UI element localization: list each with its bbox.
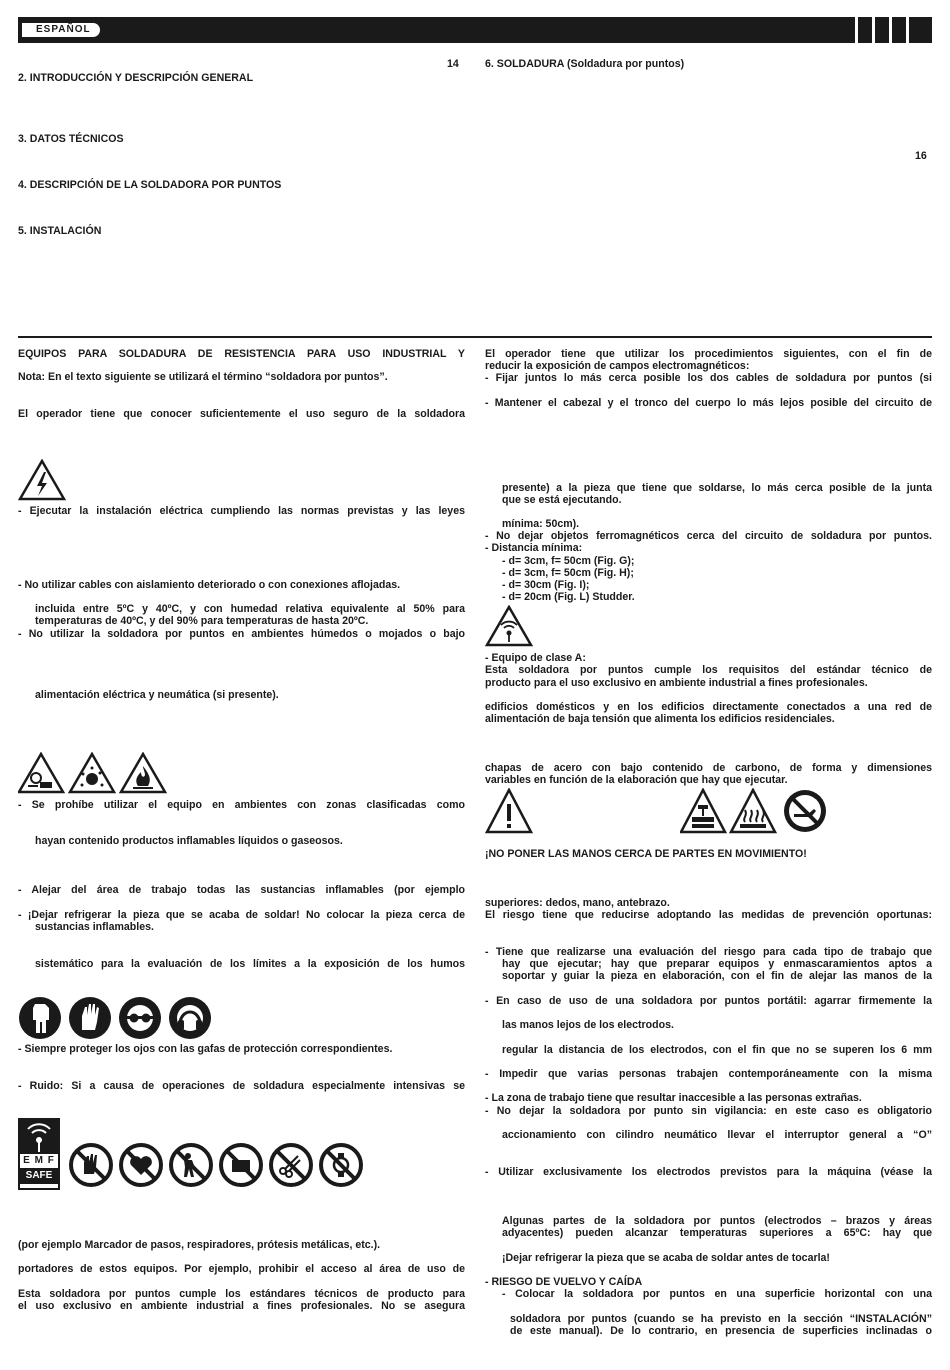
no-hands-near-icon (784, 790, 826, 832)
header-stripe (855, 17, 858, 43)
crushing-hazard-icon (681, 790, 725, 832)
list-item: - Siempre proteger los ojos con las gafas de protección correspondientes. (18, 1043, 393, 1055)
paragraph: Esta soldadora por puntos cumple los estándares técnicos de producto para (18, 1288, 465, 1300)
list-item: - d= 3cm, f= 50cm (Fig. H); (502, 567, 634, 579)
no-pacemaker-icon (121, 1145, 161, 1185)
heading-equipos: EQUIPOS PARA SOLDADURA DE RESISTENCIA PARA USO INDUSTRIAL Y (18, 348, 465, 360)
list-item: - d= 3cm, f= 50cm (Fig. G); (502, 555, 635, 567)
paragraph: El riesgo tiene que reducirse adoptando las medidas de prevención oportunas: (485, 909, 932, 921)
warning-heading: ¡NO PONER LAS MANOS CERCA DE PARTES EN MOVIMIENTO! (485, 848, 807, 860)
list-item: - Tiene que realizarse una evaluación del riesgo para cada tipo de trabajo que (485, 946, 932, 958)
paragraph: presente) a la pieza que tiene que soldarse, lo más cerca posible de la junta (502, 482, 932, 494)
paragraph: soportar y guiar la pieza en elaboración, con el fin de alejar las manos de la (502, 970, 932, 982)
language-label: ESPAÑOL (22, 23, 100, 37)
list-item: - No utilizar cables con aislamiento deteriorado o con conexiones aflojadas. (18, 579, 401, 591)
ear-protection-icon (169, 997, 211, 1039)
list-item: - Ruido: Si a causa de operaciones de soldadura especialmente intensivas se (18, 1080, 465, 1092)
paragraph: superiores: dedos, mano, antebrazo. (485, 897, 670, 909)
ppe-mandatory-icons (18, 996, 218, 1040)
list-item: - Utilizar exclusivamente los electrodos previstos para la máquina (véase la (485, 1166, 932, 1178)
protective-clothing-icon (19, 997, 61, 1039)
list-item: - Impedir que varias personas trabajen contemporáneamente con la misma (485, 1068, 932, 1080)
toc-page-number: 16 (915, 150, 927, 162)
paragraph: alimentación de baja tensión que alimenta los edificios residenciales. (485, 713, 835, 725)
emf-label: E M F (23, 1155, 55, 1166)
list-item: - Equipo de clase A: (485, 652, 586, 664)
emf-waves-icon (20, 1120, 58, 1154)
paragraph: mínima: 50cm). (502, 518, 580, 530)
list-item: - En caso de uso de una soldadora por puntos portátil: agarrar firmemente la (485, 995, 932, 1007)
toc-page-number: 14 (447, 58, 459, 70)
paragraph: soldadora por puntos (cuando se ha previsto en la sección “INSTALACIÓN” (510, 1313, 932, 1325)
no-metal-objects-icon (221, 1145, 261, 1185)
paragraph: hay que ejecutar; hay que preparar equipos y enmascaramientos aptos a (502, 958, 932, 970)
hot-surface-icon (731, 790, 775, 832)
list-item: - Fijar juntos lo más cerca posible los dos cables de soldadura por puntos (si (485, 372, 932, 384)
emf-safe-icon (18, 1118, 60, 1190)
no-watch-icon (321, 1145, 361, 1185)
paragraph: hayan contenido productos inflamables líquidos o gaseosos. (35, 835, 343, 847)
explosive-flammable-warning-icons (18, 752, 168, 794)
safe-label: SAFE (20, 1168, 58, 1184)
list-item: - No utilizar la soldadora por puntos en ambientes húmedos o mojados o bajo (18, 628, 465, 640)
paragraph: producto para el uso exclusivo en ambiente industrial a fines profesionales. (485, 677, 868, 689)
header-stripe (889, 17, 892, 43)
flammable-icon (121, 754, 165, 792)
list-item: - No dejar objetos ferromagnéticos cerca del circuito de soldadura por puntos. (485, 530, 932, 542)
paragraph: variables en función de la elaboración que hay que ejecutar. (485, 774, 788, 786)
list-item: - Alejar del área de trabajo todas las sustancias inflamables (por ejemplo (18, 884, 465, 896)
paragraph: sustancias inflamables. (35, 921, 154, 933)
toc-descripcion[interactable]: 4. DESCRIPCIÓN DE LA SOLDADORA POR PUNTOS (18, 179, 282, 191)
emf-warning-icon (485, 605, 533, 647)
explosion-icon (70, 754, 114, 792)
prohibition-icons (68, 1142, 368, 1188)
toc-soldadura[interactable]: 6. SOLDADURA (Soldadura por puntos) (485, 58, 685, 70)
list-item: - Se prohíbe utilizar el equipo en ambientes con zonas clasificadas como (18, 799, 465, 811)
paragraph: ¡Dejar refrigerar la pieza que se acaba de soldar antes de tocarla! (502, 1252, 830, 1264)
paragraph: reducir la exposición de campos electromagnéticos: (485, 360, 750, 372)
toc-intro[interactable]: 2. INTRODUCCIÓN Y DESCRIPCIÓN GENERAL (18, 72, 254, 84)
note-text: Nota: En el texto siguiente se utilizará el término “soldadora por puntos”. (18, 371, 388, 383)
explosive-atmosphere-icon (19, 754, 63, 792)
paragraph: (por ejemplo Marcador de pasos, respiradores, prótesis metálicas, etc.). (18, 1239, 381, 1251)
no-hands-icon (71, 1145, 111, 1185)
toc-datos[interactable]: 3. DATOS TÉCNICOS (18, 133, 124, 145)
paragraph: Algunas partes de la soldadora por puntos (electrodos – brazos y áreas (502, 1215, 932, 1227)
paragraph: portadores de estos equipos. Por ejemplo, prohibir el acceso al área de uso de (18, 1263, 465, 1275)
electric-hazard-icon (18, 459, 66, 501)
list-item: - ¡Dejar refrigerar la pieza que se acaba de soldar! No colocar la pieza cerca de (18, 909, 465, 921)
list-item: - No dejar la soldadora por punto sin vigilancia: en este caso es obligatorio (485, 1105, 932, 1117)
list-item: - Ejecutar la instalación eléctrica cumpliendo las normas previstas y las leyes (18, 505, 465, 517)
paragraph: edificios domésticos y en los edificios directamente conectados a una red de (485, 701, 932, 713)
list-item: - d= 20cm (Fig. L) Studder. (502, 591, 635, 603)
toc-instalacion[interactable]: 5. INSTALACIÓN (18, 225, 102, 237)
paragraph: que se está ejecutando. (502, 494, 622, 506)
paragraph: El operador tiene que utilizar los procedimientos siguientes, con el fin de (485, 348, 932, 360)
list-item: - La zona de trabajo tiene que resultar inaccesible a las personas extrañas. (485, 1092, 862, 1104)
mechanical-hazard-icons (680, 788, 830, 834)
header-bar (18, 17, 932, 43)
paragraph: las manos lejos de los electrodos. (502, 1019, 674, 1031)
paragraph: adyacentes) pueden alcanzar temperaturas superiores a 65ºC: hay que (502, 1227, 932, 1239)
gloves-icon (69, 997, 111, 1039)
general-warning-icon (485, 788, 533, 834)
section-divider (18, 336, 932, 338)
header-stripe (872, 17, 875, 43)
list-item: - Mantener el cabezal y el tronco del cuerpo lo más lejos posible del circuito de (485, 397, 932, 409)
paragraph: incluida entre 5ºC y 40ºC, y con humedad relativa equivalente al 50% para (35, 603, 465, 615)
paragraph: El operador tiene que conocer suficientemente el uso seguro de la soldadora (18, 408, 465, 420)
paragraph: accionamiento con cilindro neumático llevar el interruptor general a “O” (502, 1129, 932, 1141)
paragraph: Esta soldadora por puntos cumple los requisitos del estándar técnico de (485, 664, 932, 676)
list-item: - RIESGO DE VUELVO Y CAÍDA (485, 1276, 643, 1288)
paragraph: regular la distancia de los electrodos, con el fin que no se superen los 6 mm (502, 1044, 932, 1056)
no-tools-icon (271, 1145, 311, 1185)
header-stripe (906, 17, 909, 43)
list-item: - Distancia mínima: (485, 542, 583, 554)
paragraph: el uso exclusivo en ambiente industrial a fines profesionales. No se asegura (18, 1300, 465, 1312)
paragraph: sistemático para la evaluación de los límites a la exposición de los humos (35, 958, 465, 970)
no-metal-implants-icon (171, 1145, 211, 1185)
paragraph: chapas de acero con bajo contenido de carbono, de forma y dimensiones (485, 762, 932, 774)
paragraph: alimentación eléctrica y neumática (si presente). (35, 689, 279, 701)
paragraph: temperaturas de 40ºC, y del 90% para temperaturas de hasta 20ºC. (35, 615, 369, 627)
paragraph: de este manual). De lo contrario, en presencia de superficies inclinadas o (510, 1325, 932, 1337)
goggles-icon (119, 997, 161, 1039)
list-item: - Colocar la soldadora por puntos en una superficie horizontal con una (502, 1288, 932, 1300)
list-item: - d= 30cm (Fig. I); (502, 579, 590, 591)
